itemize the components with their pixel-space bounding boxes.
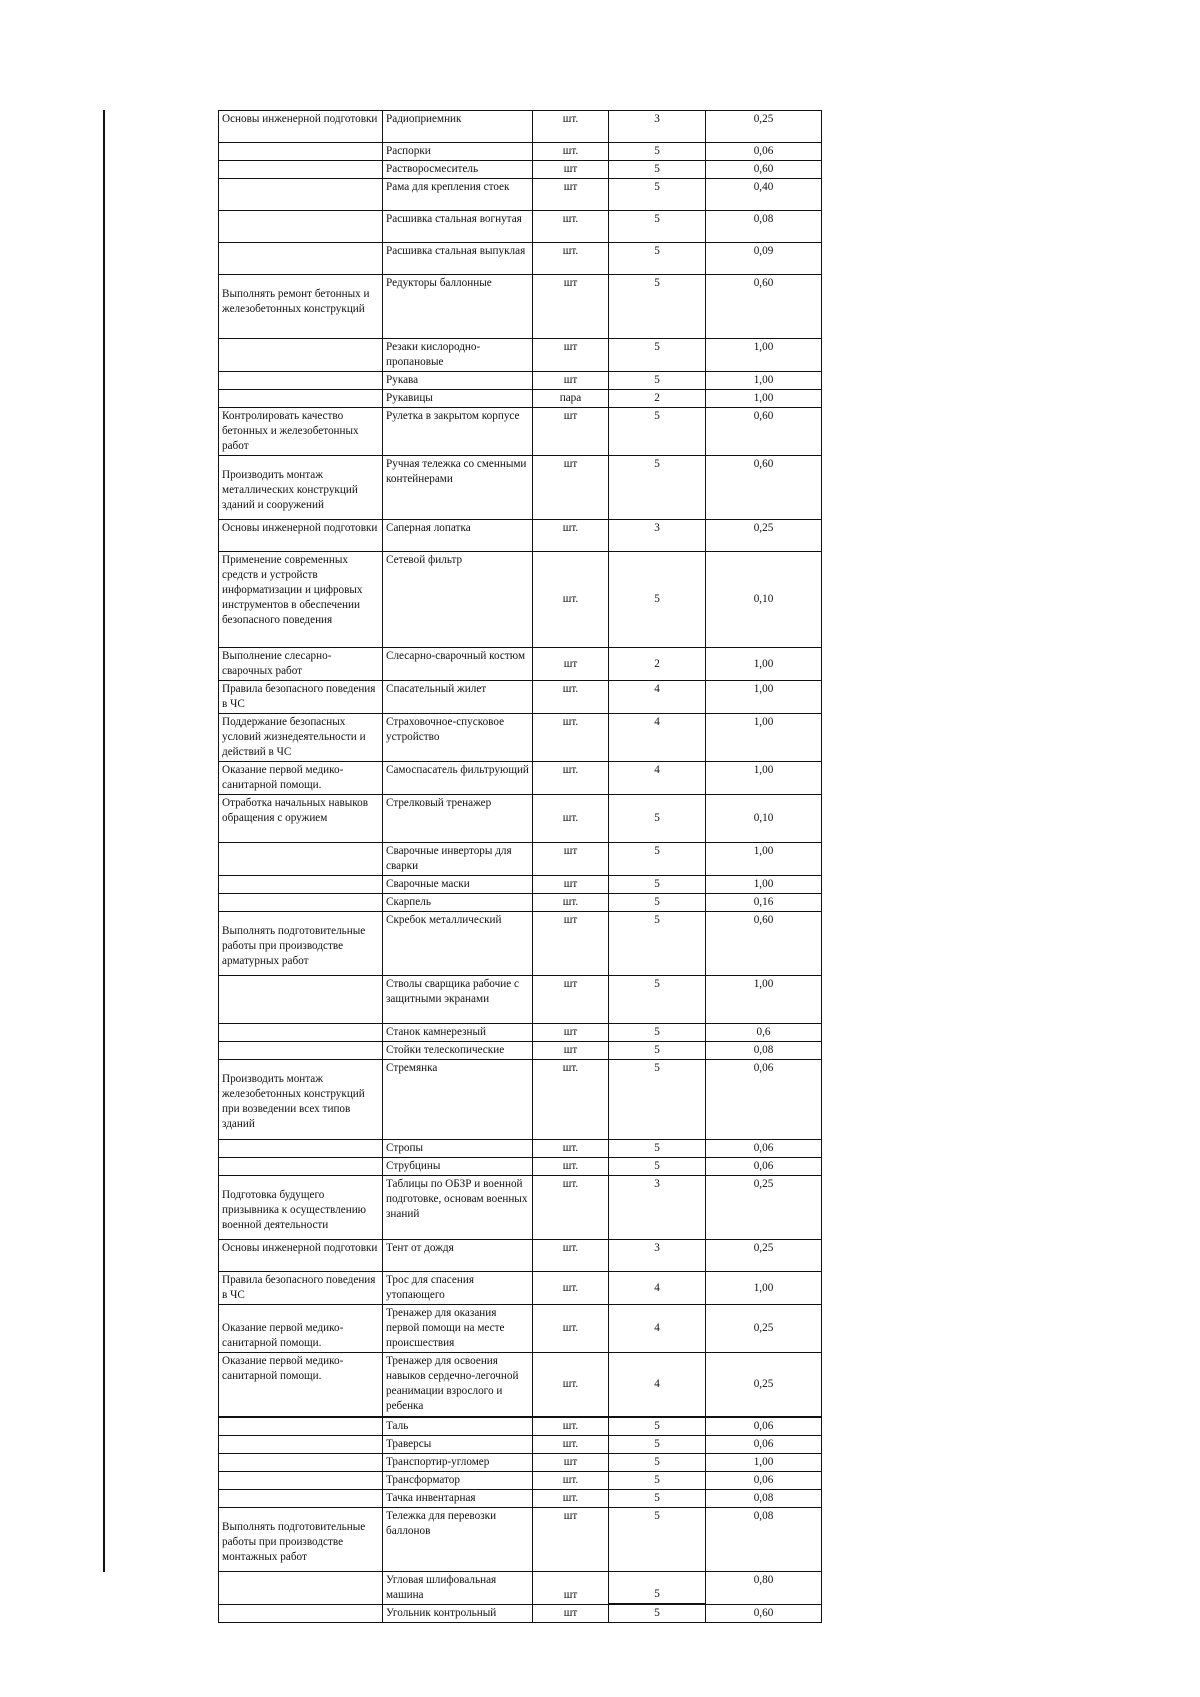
qty-cell: 5 <box>609 408 706 456</box>
qty-cell: 5 <box>609 275 706 339</box>
item-cell: Расшивка стальная вогнутая <box>383 211 533 243</box>
topic-cell: Основы инженерной подготовки <box>219 111 383 143</box>
topic-cell <box>219 1471 383 1489</box>
item-cell: Стрелковый тренажер <box>383 795 533 843</box>
page-margin-line <box>103 110 105 1572</box>
table-row <box>219 339 822 372</box>
qty-cell: 5 <box>609 339 706 372</box>
unit-cell: шт <box>533 1453 609 1471</box>
topic-cell: Выполнять ремонт бетонных и железобетонных конструкций <box>219 275 383 339</box>
unit-cell: шт. <box>533 1471 609 1489</box>
topic-cell <box>219 143 383 161</box>
topic-cell: Подготовка будущего призывника к осуществлению военной деятельности <box>219 1176 383 1240</box>
topic-cell <box>219 1158 383 1176</box>
item-cell: Растворосмеситель <box>383 161 533 179</box>
topic-cell: Основы инженерной подготовки <box>219 520 383 552</box>
table-row <box>219 111 822 143</box>
table-row <box>219 520 822 552</box>
value-cell: 0,40 <box>706 179 822 211</box>
topic-cell <box>219 1435 383 1453</box>
table-row <box>219 714 822 762</box>
unit-cell: шт <box>533 1507 609 1571</box>
topic-cell: Выполнять подготовительные работы при производстве монтажных работ <box>219 1507 383 1571</box>
item-cell: Тент от дождя <box>383 1240 533 1272</box>
value-cell: 1,00 <box>706 681 822 714</box>
value-cell: 0,16 <box>706 894 822 912</box>
unit-cell: шт. <box>533 243 609 275</box>
unit-cell: шт <box>533 843 609 876</box>
table-row <box>219 1489 822 1507</box>
item-cell: Скарпель <box>383 894 533 912</box>
table-row <box>219 648 822 681</box>
qty-cell: 5 <box>609 912 706 976</box>
qty-cell: 3 <box>609 111 706 143</box>
qty-cell: 5 <box>609 1471 706 1489</box>
table-row <box>219 1507 822 1571</box>
table-row <box>219 1571 822 1604</box>
unit-cell: шт. <box>533 1435 609 1453</box>
value-cell: 0,10 <box>706 552 822 648</box>
topic-cell: Отработка начальных навыков обращения с оружием <box>219 795 383 843</box>
topic-cell <box>219 390 383 408</box>
value-cell: 0,60 <box>706 275 822 339</box>
table-row <box>219 1176 822 1240</box>
unit-cell: шт. <box>533 1240 609 1272</box>
unit-cell: шт. <box>533 714 609 762</box>
unit-cell: шт. <box>533 1353 609 1417</box>
item-cell: Страховочное-спусковое устройство <box>383 714 533 762</box>
table-row <box>219 1272 822 1305</box>
topic-cell: Выполнение слесарно-сварочных работ <box>219 648 383 681</box>
item-cell: Редукторы баллонные <box>383 275 533 339</box>
unit-cell: шт <box>533 1024 609 1042</box>
unit-cell: шт <box>533 1571 609 1604</box>
qty-cell: 5 <box>609 143 706 161</box>
qty-cell: 5 <box>609 211 706 243</box>
topic-cell <box>219 1140 383 1158</box>
table-row <box>219 795 822 843</box>
value-cell: 0,09 <box>706 243 822 275</box>
qty-cell: 4 <box>609 681 706 714</box>
qty-cell: 5 <box>609 1604 706 1623</box>
item-cell: Рулетка в закрытом корпусе <box>383 408 533 456</box>
unit-cell: шт. <box>533 143 609 161</box>
qty-cell: 3 <box>609 520 706 552</box>
unit-cell: шт <box>533 179 609 211</box>
item-cell: Таль <box>383 1417 533 1436</box>
item-cell: Расшивка стальная выпуклая <box>383 243 533 275</box>
table-row <box>219 1435 822 1453</box>
unit-cell: шт. <box>533 520 609 552</box>
table-row <box>219 1604 822 1623</box>
table-row <box>219 876 822 894</box>
qty-cell: 5 <box>609 1042 706 1060</box>
topic-cell: Основы инженерной подготовки <box>219 1240 383 1272</box>
table-row <box>219 1417 822 1436</box>
topic-cell <box>219 1024 383 1042</box>
table-row <box>219 1240 822 1272</box>
value-cell: 1,00 <box>706 339 822 372</box>
value-cell: 0,6 <box>706 1024 822 1042</box>
value-cell: 0,60 <box>706 1604 822 1623</box>
value-cell: 0,06 <box>706 1417 822 1436</box>
qty-cell: 5 <box>609 372 706 390</box>
value-cell: 1,00 <box>706 648 822 681</box>
topic-cell: Применение современных средств и устройств информатизации и цифровых инструментов в обеспечении безопасного поведения <box>219 552 383 648</box>
value-cell: 0,25 <box>706 111 822 143</box>
unit-cell: шт. <box>533 1060 609 1140</box>
value-cell: 0,08 <box>706 1042 822 1060</box>
value-cell: 1,00 <box>706 1453 822 1471</box>
table-row <box>219 161 822 179</box>
unit-cell: шт. <box>533 552 609 648</box>
table-row <box>219 372 822 390</box>
item-cell: Тренажер для оказания первой помощи на месте происшествия <box>383 1305 533 1353</box>
topic-cell <box>219 843 383 876</box>
topic-cell <box>219 1571 383 1604</box>
qty-cell: 5 <box>609 1158 706 1176</box>
value-cell: 0,60 <box>706 912 822 976</box>
qty-cell: 5 <box>609 976 706 1024</box>
unit-cell: шт <box>533 648 609 681</box>
unit-cell: шт. <box>533 1489 609 1507</box>
qty-cell: 5 <box>609 1435 706 1453</box>
unit-cell: шт. <box>533 762 609 795</box>
value-cell: 0,25 <box>706 1240 822 1272</box>
qty-cell: 2 <box>609 390 706 408</box>
value-cell: 0,80 <box>706 1571 822 1604</box>
unit-cell: шт <box>533 408 609 456</box>
topic-cell: Оказание первой медико-санитарной помощи. <box>219 1353 383 1417</box>
value-cell: 0,06 <box>706 1435 822 1453</box>
topic-cell <box>219 161 383 179</box>
qty-cell: 4 <box>609 762 706 795</box>
topic-cell <box>219 179 383 211</box>
unit-cell: шт <box>533 912 609 976</box>
unit-cell: шт <box>533 372 609 390</box>
unit-cell: шт <box>533 339 609 372</box>
table-row <box>219 275 822 339</box>
qty-cell: 4 <box>609 1305 706 1353</box>
topic-cell <box>219 976 383 1024</box>
topic-cell: Производить монтаж железобетонных конструкций при возведении всех типов зданий <box>219 1060 383 1140</box>
unit-cell: шт. <box>533 1305 609 1353</box>
topic-cell: Производить монтаж металлических конструкций зданий и сооружений <box>219 456 383 520</box>
item-cell: Стойки телескопические <box>383 1042 533 1060</box>
item-cell: Слесарно-сварочный костюм <box>383 648 533 681</box>
qty-cell: 5 <box>609 1453 706 1471</box>
value-cell: 1,00 <box>706 714 822 762</box>
topic-cell <box>219 894 383 912</box>
item-cell: Угловая шлифовальная машина <box>383 1571 533 1604</box>
table-row <box>219 681 822 714</box>
value-cell: 0,06 <box>706 1060 822 1140</box>
unit-cell: шт <box>533 876 609 894</box>
item-cell: Рама для крепления стоек <box>383 179 533 211</box>
topic-cell <box>219 243 383 275</box>
table-row <box>219 456 822 520</box>
item-cell: Струбцины <box>383 1158 533 1176</box>
item-cell: Таблицы по ОБЗР и военной подготовке, основам военных знаний <box>383 1176 533 1240</box>
unit-cell: шт. <box>533 1417 609 1436</box>
value-cell: 0,25 <box>706 1353 822 1417</box>
item-cell: Сварочные инверторы для сварки <box>383 843 533 876</box>
topic-cell <box>219 876 383 894</box>
table-row <box>219 1024 822 1042</box>
unit-cell: шт <box>533 161 609 179</box>
table-row <box>219 1453 822 1471</box>
topic-cell <box>219 1489 383 1507</box>
qty-cell: 5 <box>609 876 706 894</box>
topic-cell: Поддержание безопасных условий жизнедеятельности и действий в ЧС <box>219 714 383 762</box>
value-cell: 0,08 <box>706 211 822 243</box>
topic-cell: Правила безопасного поведения в ЧС <box>219 1272 383 1305</box>
unit-cell: шт. <box>533 1158 609 1176</box>
qty-cell: 5 <box>609 552 706 648</box>
item-cell: Станок камнерезный <box>383 1024 533 1042</box>
item-cell: Самоспасатель фильтрующий <box>383 762 533 795</box>
value-cell: 0,06 <box>706 143 822 161</box>
table-row <box>219 1305 822 1353</box>
qty-cell: 5 <box>609 1507 706 1571</box>
item-cell: Стволы сварщика рабочие с защитными экранами <box>383 976 533 1024</box>
item-cell: Резаки кислородно-пропановые <box>383 339 533 372</box>
item-cell: Трос для спасения утопающего <box>383 1272 533 1305</box>
table-row <box>219 179 822 211</box>
qty-cell: 5 <box>609 1417 706 1436</box>
qty-cell: 5 <box>609 161 706 179</box>
unit-cell: шт <box>533 1042 609 1060</box>
qty-cell: 5 <box>609 1489 706 1507</box>
unit-cell: пара <box>533 390 609 408</box>
topic-cell: Выполнять подготовительные работы при производстве арматурных работ <box>219 912 383 976</box>
value-cell: 0,60 <box>706 408 822 456</box>
unit-cell: шт. <box>533 211 609 243</box>
topic-cell <box>219 1417 383 1436</box>
topic-cell: Оказание первой медико-санитарной помощи. <box>219 1305 383 1353</box>
topic-cell <box>219 1453 383 1471</box>
topic-cell <box>219 372 383 390</box>
topic-cell <box>219 1604 383 1623</box>
item-cell: Рукава <box>383 372 533 390</box>
qty-cell: 4 <box>609 1353 706 1417</box>
qty-cell: 4 <box>609 714 706 762</box>
topic-cell <box>219 339 383 372</box>
item-cell: Сварочные маски <box>383 876 533 894</box>
item-cell: Саперная лопатка <box>383 520 533 552</box>
value-cell: 1,00 <box>706 372 822 390</box>
topic-cell: Оказание первой медико-санитарной помощи. <box>219 762 383 795</box>
item-cell: Ручная тележка со сменными контейнерами <box>383 456 533 520</box>
value-cell: 0,60 <box>706 456 822 520</box>
topic-cell <box>219 211 383 243</box>
qty-cell: 3 <box>609 1176 706 1240</box>
value-cell: 0,08 <box>706 1489 822 1507</box>
table-row <box>219 408 822 456</box>
qty-cell: 2 <box>609 648 706 681</box>
qty-cell: 5 <box>609 843 706 876</box>
table-row <box>219 1353 822 1417</box>
item-cell: Скребок металлический <box>383 912 533 976</box>
item-cell: Распорки <box>383 143 533 161</box>
topic-cell <box>219 1042 383 1060</box>
table-row <box>219 243 822 275</box>
qty-cell: 5 <box>609 1060 706 1140</box>
value-cell: 0,25 <box>706 520 822 552</box>
qty-cell: 5 <box>609 243 706 275</box>
value-cell: 1,00 <box>706 1272 822 1305</box>
table-row <box>219 1140 822 1158</box>
table-row <box>219 552 822 648</box>
item-cell: Спасательный жилет <box>383 681 533 714</box>
value-cell: 0,06 <box>706 1471 822 1489</box>
equipment-table <box>218 110 822 1623</box>
item-cell: Тачка инвентарная <box>383 1489 533 1507</box>
unit-cell: шт. <box>533 681 609 714</box>
table-row <box>219 1042 822 1060</box>
unit-cell: шт <box>533 456 609 520</box>
table-row <box>219 976 822 1024</box>
item-cell: Траверсы <box>383 1435 533 1453</box>
unit-cell: шт <box>533 1604 609 1623</box>
unit-cell: шт. <box>533 795 609 843</box>
table-row <box>219 390 822 408</box>
value-cell: 1,00 <box>706 390 822 408</box>
table-row <box>219 762 822 795</box>
value-cell: 0,25 <box>706 1176 822 1240</box>
item-cell: Стремянка <box>383 1060 533 1140</box>
table-row <box>219 894 822 912</box>
qty-cell: 5 <box>609 1140 706 1158</box>
qty-cell: 5 <box>609 456 706 520</box>
qty-cell: 5 <box>609 179 706 211</box>
table-row <box>219 1060 822 1140</box>
table-row <box>219 1471 822 1489</box>
table-row <box>219 143 822 161</box>
unit-cell: шт <box>533 976 609 1024</box>
item-cell: Угольник контрольный <box>383 1604 533 1623</box>
unit-cell: шт. <box>533 1272 609 1305</box>
item-cell: Тележка для перевозки баллонов <box>383 1507 533 1571</box>
unit-cell: шт. <box>533 894 609 912</box>
value-cell: 1,00 <box>706 762 822 795</box>
value-cell: 0,06 <box>706 1158 822 1176</box>
value-cell: 1,00 <box>706 843 822 876</box>
unit-cell: шт. <box>533 111 609 143</box>
topic-cell: Контролировать качество бетонных и железобетонных работ <box>219 408 383 456</box>
qty-cell: 5 <box>609 795 706 843</box>
qty-cell: 5 <box>609 1024 706 1042</box>
value-cell: 1,00 <box>706 976 822 1024</box>
item-cell: Радиоприемник <box>383 111 533 143</box>
value-cell: 1,00 <box>706 876 822 894</box>
qty-cell: 3 <box>609 1240 706 1272</box>
unit-cell: шт. <box>533 1140 609 1158</box>
unit-cell: шт. <box>533 1176 609 1240</box>
value-cell: 0,10 <box>706 795 822 843</box>
value-cell: 0,60 <box>706 161 822 179</box>
item-cell: Трансформатор <box>383 1471 533 1489</box>
table-row <box>219 912 822 976</box>
unit-cell: шт <box>533 275 609 339</box>
item-cell: Стропы <box>383 1140 533 1158</box>
item-cell: Сетевой фильтр <box>383 552 533 648</box>
table-row <box>219 843 822 876</box>
qty-cell: 5 <box>609 894 706 912</box>
value-cell: 0,06 <box>706 1140 822 1158</box>
table-row <box>219 211 822 243</box>
item-cell: Транспортир-угломер <box>383 1453 533 1471</box>
qty-cell: 4 <box>609 1272 706 1305</box>
table-row <box>219 1158 822 1176</box>
qty-cell: 5 <box>609 1571 706 1604</box>
value-cell: 0,25 <box>706 1305 822 1353</box>
topic-cell: Правила безопасного поведения в ЧС <box>219 681 383 714</box>
item-cell: Тренажер для освоения навыков сердечно-легочной реанимации взрослого и ребенка <box>383 1353 533 1417</box>
item-cell: Рукавицы <box>383 390 533 408</box>
value-cell: 0,08 <box>706 1507 822 1571</box>
